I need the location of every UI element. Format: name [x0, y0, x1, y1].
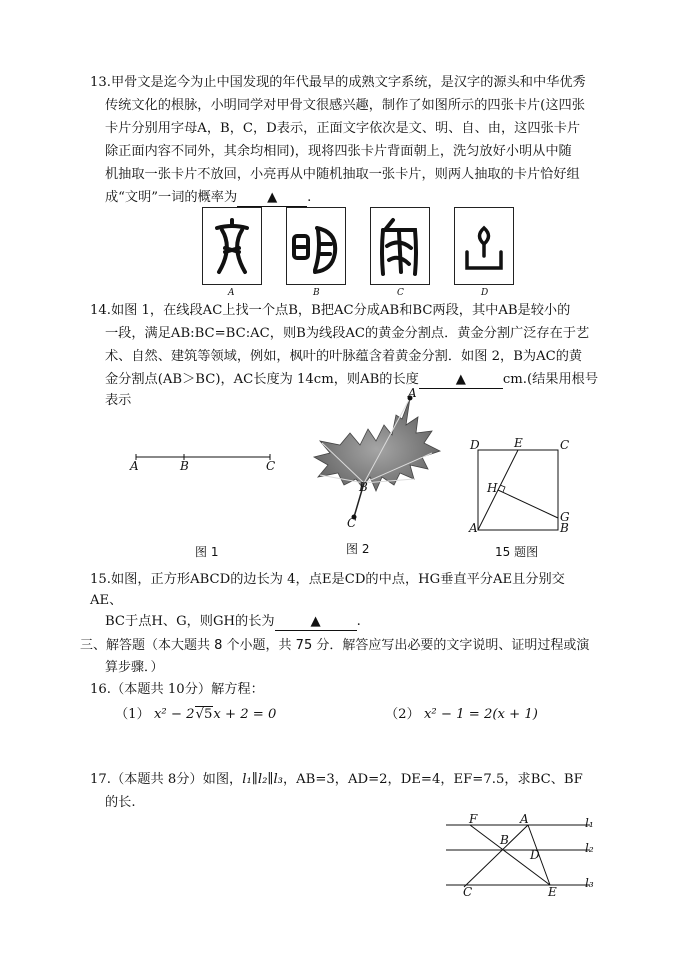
q16-part-1: （1） x² − 2√5x + 2 = 0	[115, 707, 277, 722]
section-3-heading: 三、解答题（本大题共 8 个小题，共 75 分．解答应写出必要的文字说明、证明过程或演	[80, 638, 590, 653]
equation: x² − 1 = 2(x + 1)	[423, 707, 538, 722]
fig2-label-a: A	[408, 386, 417, 400]
answer-blank: ▲	[237, 190, 307, 207]
wen-glyph-icon	[203, 208, 261, 284]
fig3-label-e: E	[514, 436, 523, 450]
fig3-label-b: B	[560, 521, 569, 535]
fig3-caption: 15 题图	[495, 545, 539, 559]
ming-glyph-icon	[287, 208, 345, 284]
maple-leaf-figure	[310, 395, 450, 525]
q13-line-1: 13.甲骨文是迄今为止中国发现的年代最早的成熟文字系统，是汉字的源头和中华优秀	[90, 75, 586, 90]
fig17-label-a: A	[520, 812, 529, 826]
fig17-label-b: B	[500, 833, 509, 847]
part-number: （1）	[115, 707, 150, 722]
you-glyph-icon	[455, 208, 513, 284]
q15-period: .	[356, 614, 361, 629]
fig3-label-h: H	[487, 481, 498, 495]
card-c-label: C	[397, 288, 404, 298]
segment-figure	[130, 450, 280, 480]
q13-line-6-text: 成“文明”一词的概率为	[105, 190, 238, 205]
q17-line-2: 的长.	[105, 795, 136, 810]
q14-line-3: 术、自然、建筑等领域，例如，枫叶的叶脉蕴含着黄金分割．如图 2，B为AC的黄	[105, 349, 583, 364]
fig1-label-c: C	[266, 459, 276, 473]
q13-line-5: 机抽取一张卡片不放回，小亮再从中随机抽取一张卡片，则两人抽取的卡片恰好组	[105, 167, 580, 182]
q16-heading: 16.（本题共 10分）解方程：	[90, 682, 264, 697]
parallel-lines: l₁∥l₂∥l₃	[242, 772, 283, 787]
part-number: （2）	[385, 707, 420, 722]
q14-line-2: 一段，满足AB:BC=BC:AC，则B为线段AC的黄金分割点．黄金分割广泛存在于艺	[105, 326, 590, 341]
fig17-label-e: E	[548, 885, 557, 899]
fig3-label-a: A	[469, 521, 478, 535]
fig17-label-l3: l₃	[585, 876, 594, 890]
section-3-heading-cont: 算步骤．）	[105, 660, 164, 675]
q14-line-1: 14.如图 1，在线段AC上找一个点B，B把AC分成AB和BC两段，其中AB是较小的	[90, 303, 571, 318]
q14-line-4-tail: cm.(结果用根号	[502, 372, 599, 387]
q14-line-4	[105, 370, 598, 390]
card-c	[370, 207, 430, 285]
q13-line-2: 传统文化的根脉，小明同学对甲骨文很感兴趣，制作了如图所示的四张卡片(这四张	[105, 98, 585, 113]
fig1-label-b: B	[180, 459, 189, 473]
equation-part: x² − 2	[153, 707, 195, 722]
fig17-label-d: D	[530, 848, 540, 862]
card-a	[202, 207, 262, 285]
q13-line-6	[105, 188, 311, 208]
card-d-label: D	[481, 288, 489, 298]
q14-line-4-text: 金分割点(AB＞BC)，AC长度为 14cm，则AB的长度	[105, 372, 419, 387]
card-b	[286, 207, 346, 285]
answer-blank: ▲	[275, 614, 357, 631]
q13-line-3: 卡片分别用字母A，B，C，D表示，正面文字依次是文、明、自、由，这四张卡片	[105, 121, 581, 136]
q15-line-2: AE、	[90, 593, 123, 608]
fig17-label-l2: l₂	[585, 841, 594, 855]
q15-line-1: 15.如图，正方形ABCD的边长为 4，点E是CD的中点，HG垂直平分AE且分别交	[90, 572, 565, 587]
fig2-label-c: C	[347, 516, 357, 530]
q13-period: .	[307, 190, 312, 205]
card-b-label: B	[313, 288, 320, 298]
q14-line-5: 表示	[105, 393, 132, 408]
answer-blank: ▲	[419, 372, 503, 389]
card-a-label: A	[228, 288, 235, 298]
zi-glyph-icon	[371, 208, 429, 284]
fig2-caption: 图 2	[346, 542, 370, 556]
q16-part-2	[385, 705, 538, 725]
q15-line-3-text: BC于点H、G，则GH的长为	[105, 614, 275, 629]
fig3-label-c: C	[560, 438, 570, 452]
q17-text: ，AB=3，AD=2，DE=4，EF=7.5，求BC、BF	[282, 772, 583, 787]
fig1-label-a: A	[130, 459, 139, 473]
card-d	[454, 207, 514, 285]
equation-part: x + 2 = 0	[213, 707, 277, 722]
q13-line-4: 除正面内容不同外，其余均相同)，现将四张卡片背面朝上，洗匀放好小明从中随	[105, 144, 572, 159]
fig3-label-g: G	[560, 510, 570, 524]
fig2-label-b: B	[359, 480, 368, 494]
fig17-label-c: C	[463, 885, 473, 899]
square-figure	[470, 440, 570, 540]
fig17-label-f: F	[469, 812, 478, 826]
q17-text: 17.（本题共 8分）如图，	[90, 772, 243, 787]
fig3-label-d: D	[470, 438, 480, 452]
radicand: 5	[203, 707, 213, 722]
q17-heading	[90, 770, 583, 790]
fig17-label-l1: l₁	[585, 816, 594, 830]
q15-line-3	[105, 612, 361, 632]
fig1-caption: 图 1	[195, 545, 219, 559]
